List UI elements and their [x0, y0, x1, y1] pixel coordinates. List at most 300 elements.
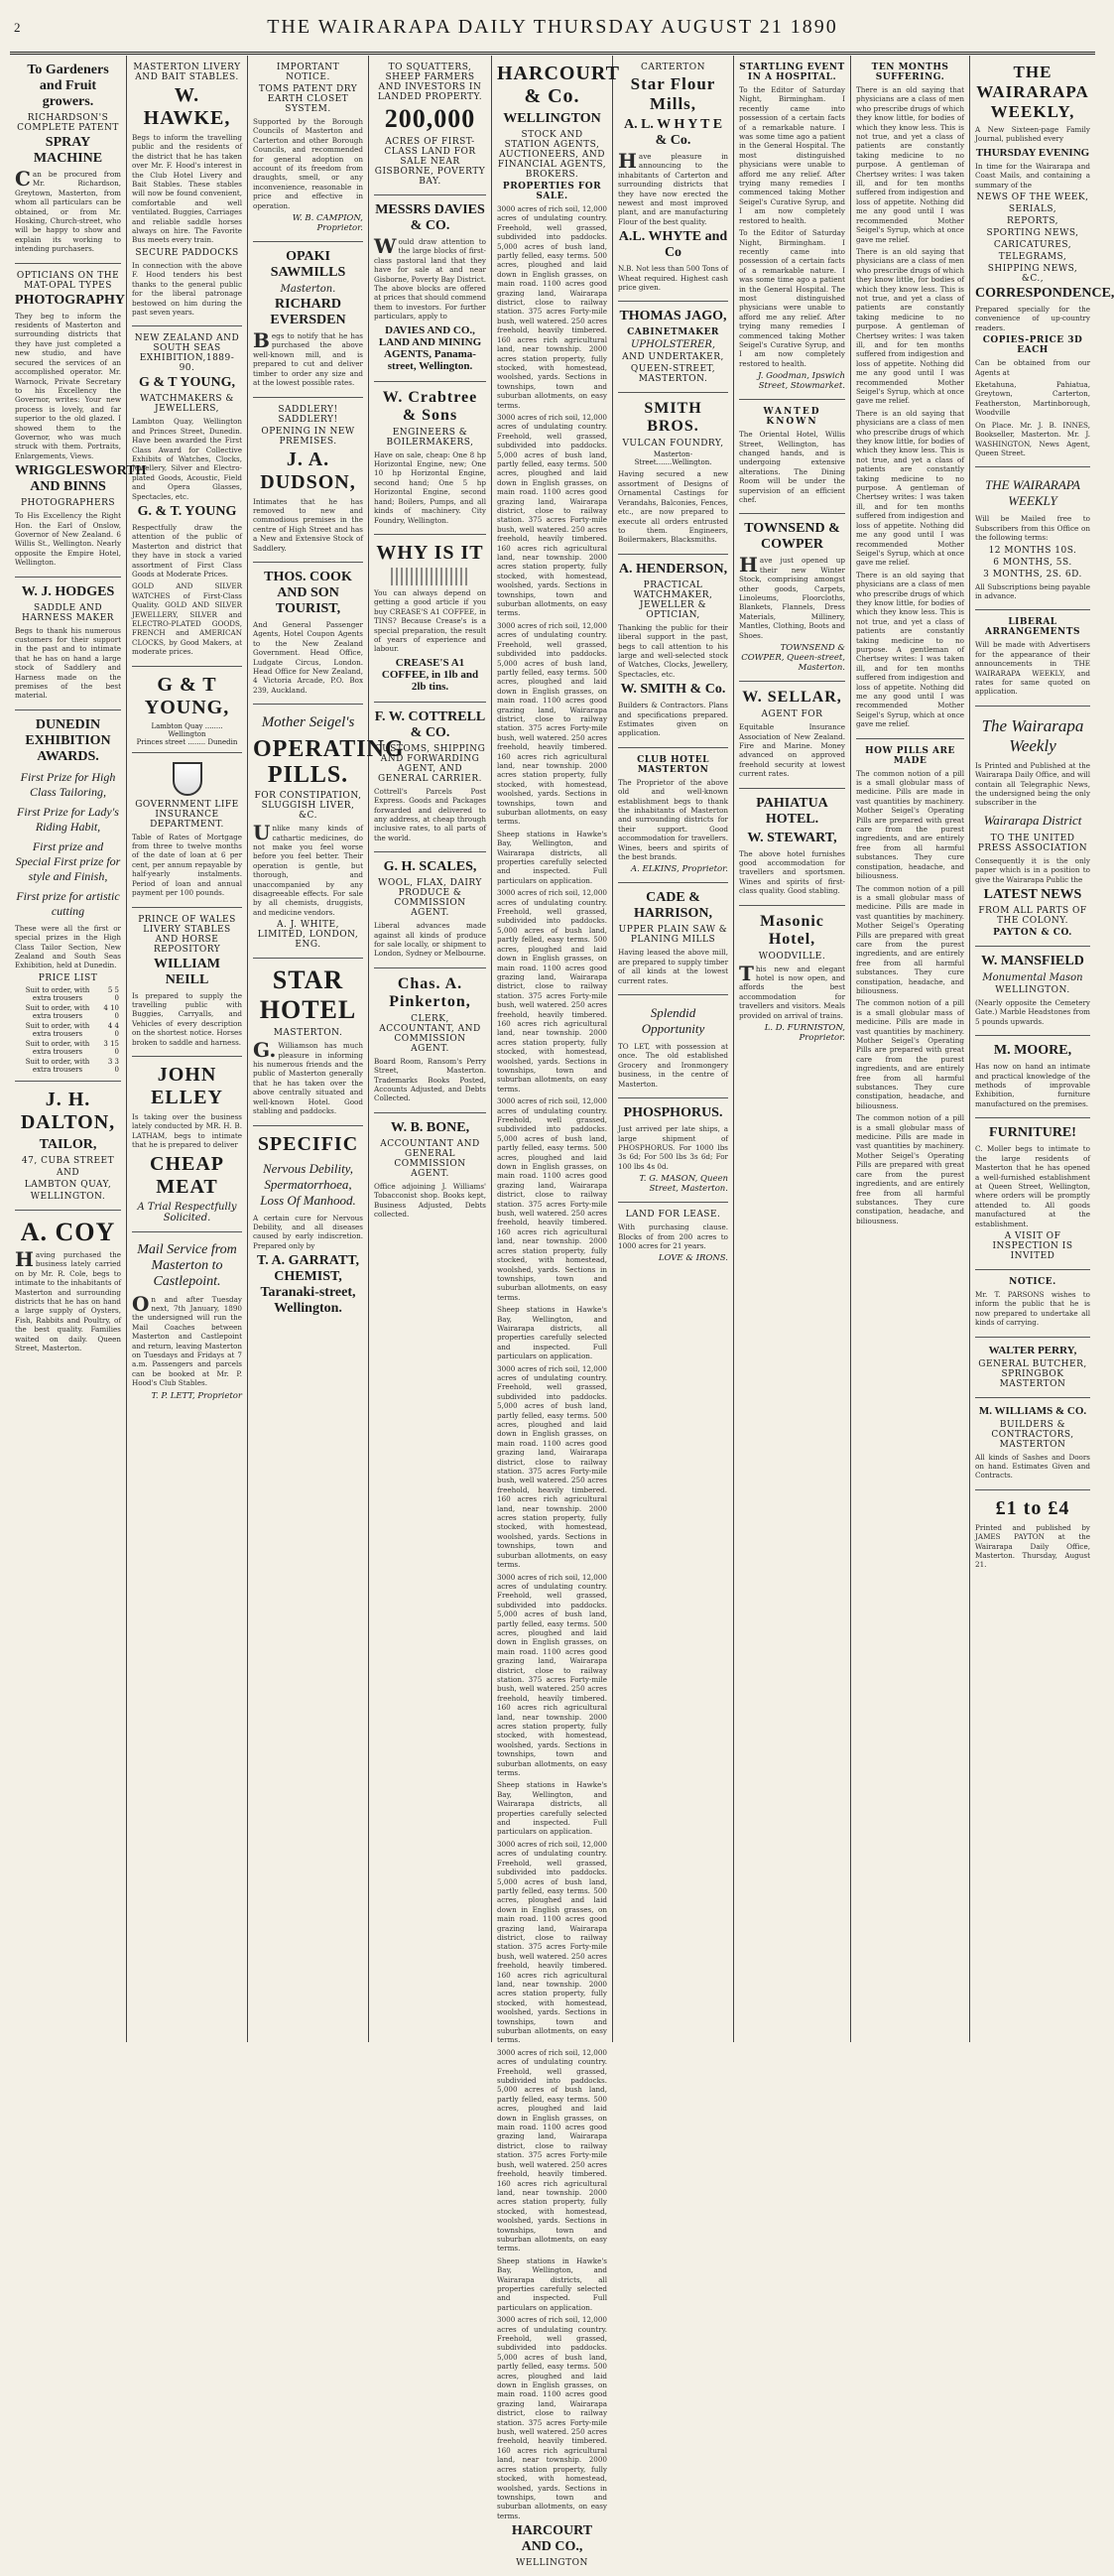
address-line: AND: [56, 1167, 80, 1178]
ad-title: W. J. HODGES: [21, 583, 115, 599]
ad-head: SPRAY MACHINE: [33, 135, 103, 166]
ad-list: GOLD AND SILVER WATCHES of First-Class Quality. GOLD AND SILVER JEWELLERY, SILVER and ELECTRO-PLATED GOODS, FRENCH and AMERICAN CLOCKS, by Good Makers, at moderate prices.: [132, 581, 242, 657]
notice-ad: [975, 1270, 1090, 1338]
article-body-2: To the Editor of Saturday Night, Birmingham. I recently came into possession of a certain facts of a remarkable nature. I was some time ago a patient in the General Hospital. The most distinguished physicians were unable to afford me any relief. After trying many remedies I commenced taking Mother Seigel's Curative Syrup, and I am now completely restored to health.: [739, 228, 845, 368]
ad-note: In connection with the above F. Hood tenders his best thanks to the general public for the liberal patronage bestowed on him during the past seven years.: [132, 260, 242, 317]
ad-body-5: 3000 acres of rich soil, 12,000 acres of undulating country. Freehold, well grassed, subdivided into paddocks. 5,000 acres of bush land, partly felled, easy terms. 500 acres, ploughed and laid down in English grasses, on main road. 1100 acres good grazing land, Wairarapa district, close to railway station. 375 acres Forty-mile bush, well watered. 250 acres freehold, heavily timbered. 160 acres rich agricultural land, near township. 2000 acres station property, fully stocked, with homestead, woolshed, yards. Sections in townships, town and suburban allotments, on easy terms.: [497, 888, 607, 1094]
ad-sub: PHOTOGRAPHERS: [20, 498, 116, 509]
ad-title-2: W. SMITH & Co.: [620, 682, 726, 698]
ad-body-4: Can be obtained from our Agents at: [975, 358, 1090, 377]
sellar-ad: [739, 682, 845, 788]
ad-title: SADDLERY! SADDLERY!: [278, 404, 338, 425]
ad-sub: SADDLE AND HARNESS MAKER: [22, 602, 114, 623]
ad-head: THURSDAY EVENING: [975, 146, 1090, 159]
ad-sub: ACCOUNTANT AND GENERAL COMMISSION AGENT.: [380, 1138, 480, 1179]
young-exhibition-ad: [132, 326, 242, 666]
ad-title: TOWNSEND & COWPER: [744, 521, 840, 553]
ad-body-14: 3000 acres of rich soil, 12,000 acres of undulating country. Freehold, well grassed, subdivided into paddocks. 5,000 acres of bush land, partly felled, easy terms. 500 acres, ploughed and laid down in English grasses, on main road. 1100 acres good grazing land, Wairarapa district, close to railway station. 375 acres Forty-mile bush, well watered. 250 acres freehold, heavily timbered. 160 acres rich agricultural land, near township. 2000 acres station property, fully stocked, with homestead, woolshed, yards. Sections in townships, town and suburban allotments, on easy terms.: [497, 2315, 607, 2520]
ad-body: G.Williamson has much pleasure in informing his numerous friends and the public of Masterton generally that he has taken over the above centrally situated and well-known Hotel. Good stabling and paddocks.: [253, 1038, 363, 1116]
address-line: WELLINGTON.: [30, 1191, 106, 1202]
ad-title: J. H. DALTON,: [20, 1088, 116, 1133]
wanted-known-ad: [739, 400, 845, 514]
ad-sub: GENERAL BUTCHER, SPRINGBOK MASTERTON: [978, 1358, 1087, 1389]
ad-head-2: A.L. WHYTE and Co: [618, 229, 728, 261]
ad-title: M. MOORE,: [993, 1043, 1072, 1059]
ad-title: DUNEDIN EXHIBITION AWARDS.: [25, 716, 111, 764]
opportunity-ad: [618, 995, 728, 1098]
ad-sub: WATCHMAKERS & JEWELLERS,: [140, 394, 234, 415]
ad-head: WILLIAM NEILL: [154, 956, 220, 987]
ad-sub: CABINETMAKER: [627, 327, 719, 338]
ad-sig: W. B. CAMPION, Proprietor.: [292, 213, 363, 234]
ad-head: CHEAP MEAT: [150, 1152, 224, 1198]
ad-body: You can always depend on getting a good article if you buy CREASE'S A1 COFFEE, in TINS? Because Crease's is a special preparation, the result of years of experience and labour.: [374, 587, 486, 654]
ad-sig: T. A. GARRATT, CHEMIST, Taranaki-street, Wellington.: [256, 1253, 360, 1317]
article-title: HOW PILLS ARE MADE: [865, 745, 955, 766]
ad-sub: WOODVILLE.: [758, 951, 826, 962]
crest-icon: [173, 762, 202, 796]
ad-sub: ENGINEERS & BOILERMAKERS,: [386, 427, 474, 448]
ad-note: All Subscriptions being payable in advance.: [975, 581, 1090, 600]
ad-sub: Masterton.: [280, 284, 336, 296]
ad-sub: UPPER PLAIN SAW & PLANING MILLS: [618, 925, 728, 946]
ad-head: G & T YOUNG,: [139, 375, 235, 391]
weekly-subscription-ad: [975, 467, 1090, 610]
ad-body: Begs to notify that he has purchased the above well-known mill, and is prepared to cut and deliver timber to order any size and at the lowest possible rates.: [253, 328, 363, 388]
ad-body: Would draw attention to the large blocks of first-class pastoral land that they have for sale at and near Gisborne, Poverty Bay District. The above blocks are offered at prices that should commend them to investors. For further particulars, apply to: [374, 234, 486, 322]
ad-body: Have on sale, cheap: One 8 hp Horizontal Engine, new; One 10 hp Horizontal Engine, second hand; One 5 hp Horizontal Engine, second hand; Boilers, Pumps, and all kinds of machinery. City Foundry, Wellington.: [374, 450, 486, 525]
ad-body: Cottrell's Parcels Post Express. Goods and Packages forwarded and delivered to any address, at cheap through inclusive rates, to all parts of the world.: [374, 786, 486, 842]
ad-body: Just arrived per late ships, a large shipment of PHOSPHORUS. For 1000 lbs 3s 6d; For 500 lbs 3s 6d; For 100 lbs 4s 0d.: [618, 1124, 728, 1171]
column-6: [613, 56, 734, 2042]
ad-title: WHY IS IT: [376, 541, 484, 564]
hodges-ad: [15, 578, 121, 710]
ad-title: LAND FOR LEASE.: [625, 1210, 721, 1221]
ad-body: All kinds of Sashes and Doors on hand. Estimates Given and Contracts.: [975, 1452, 1090, 1481]
smith-foundry-ad: [618, 393, 728, 554]
liberal-arrangements-ad: [975, 610, 1090, 706]
ad-body: Is taking over the business lately conducted by MR. H. B. LATHAM, begs to intimate that he is prepared to deliver: [132, 1111, 242, 1150]
ad-title: Mail Service from Masterton to Castlepoint.: [137, 1241, 237, 1289]
ad-body: C. Moller begs to intimate to the large residents of Masterton that he has opened a well-furnished establishment at Queen Street, Wellington, where orders will be promptly attended to. All goods manufactured at the establishment.: [975, 1144, 1090, 1228]
ad-title: W. SELLAR,: [742, 689, 842, 707]
ad-sub-2: STOCK AND STATION AGENTS, AUCTIONEERS, AND FINANCIAL AGENTS, BROKERS.: [497, 130, 607, 180]
column-5: [492, 56, 620, 2569]
ad-body: Begs to inform the travelling public and the residents of the district that he has taken over Mr. F. Hood's interest in the Club Hotel Livery and Bait Stables. These stables will now be found convenient, comfortable and well ventilated. Buggies, Carriages and reliable saddle horses always on hire. The Favorite Bus meets every train.: [132, 133, 242, 245]
ad-body: Is prepared to supply the travelling public with Buggies, Carryalls, and Vehicles of every description on the shortest notice. Horses broken to saddle and harness.: [132, 990, 242, 1047]
ad-body: Board Room, Ransom's Perry Street, Masterton. Trademarks Books Posted, Accounts Adjusted, and Debts Collected.: [374, 1056, 486, 1103]
imprint-ad: [975, 1490, 1090, 1579]
ad-body: Table of Rates of Mortgage from three to twelve months of the date of loan at 6 per cent, per annum repayable by half-yearly instalments. Period of loan and annual payment per 100 pounds.: [132, 832, 242, 898]
ad-sig: A. J. WHITE, LIMITED, LONDON, ENG.: [257, 920, 359, 951]
ad-lead: RICHARDSON'S COMPLETE PATENT: [17, 113, 119, 133]
ad-title: PAHIATUA HOTEL.: [756, 795, 828, 827]
williams-builders-ad: [975, 1398, 1090, 1490]
ad-title: Splendid Opportunity: [641, 1005, 705, 1037]
list-item: NEWS OF THE WEEK,: [976, 193, 1089, 203]
article-body: There is an old saying that physicians are a class of men who prescribe drugs of which they know little, for bodies of which they know less. This is not true, and yet a class of patients are constantly taking medicine to no purpose. A gentleman of Chertsey writes: I was taken ill, and for ten months suffered from indigestion and loss of appetite. Nothing did me any good until I was recommended Mother Seigel's Syrup, which at once gave me relief.: [856, 85, 964, 244]
ad-body: Will be Mailed free to Subscribers from this Office on the following terms:: [975, 514, 1090, 543]
star-hotel-ad: [253, 959, 363, 1125]
ad-sub: WELLINGTON: [503, 111, 601, 126]
list-item: SHIPPING NEWS, &C.,: [987, 264, 1078, 285]
award-line: First Prize for High Class Tailoring,: [20, 769, 116, 799]
ad-body-11: 3000 acres of rich soil, 12,000 acres of undulating country. Freehold, well grassed, subdivided into paddocks. 5,000 acres of bush land, partly felled, easy terms. 500 acres, ploughed and laid down in English grasses, on main road. 1100 acres good grazing land, Wairarapa district, close to railway station. 375 acres Forty-mile bush, well watered. 250 acres freehold, heavily timbered. 160 acres rich agricultural land, near township. 2000 acres station property, fully stocked, with homestead, woolshed, yards. Sections in townships, town and suburban allotments, on easy terms.: [497, 1839, 607, 2045]
ad-title: G & T YOUNG,: [144, 673, 230, 718]
ad-sub-3: AND UNDERTAKER,: [622, 352, 724, 363]
ad-body: Is Printed and Published at the Wairarapa Daily Office, and will contain all Telegraphic News, the undersigned being the only subscriber in the: [975, 760, 1090, 808]
ad-title: STAR HOTEL: [259, 966, 357, 1025]
ad-sub: PRACTICAL WATCHMAKER, JEWELLER & OPTICIAN,: [633, 580, 713, 620]
ad-body: (Nearly opposite the Cemetery Gate.) Marble Headstones from 5 pounds upwards.: [975, 998, 1090, 1026]
ad-body: With purchasing clause. Blocks of from 200 acres to 1000 acres for 21 years.: [618, 1223, 728, 1250]
ad-body: Having leased the above mill, are prepared to supply timber of all kinds at the lowest current rates.: [618, 948, 728, 985]
ad-head: W. HAWKE,: [143, 84, 231, 129]
ad-sub: TOMS PATENT DRY EARTH CLOSET SYSTEM.: [258, 84, 358, 114]
ad-sub: SECURE PADDOCKS: [135, 247, 239, 258]
ad-lead: Mother Seigel's: [261, 714, 355, 731]
ad-body: Unlike many kinds of cathartic medicines, do not make you feel worse before you feel better. Their operation is gentle, but thorough, and unaccompanied by any disagreeable effects. For sale by all chemists, druggists, and medicine vendors.: [253, 821, 363, 917]
column-4: [369, 56, 492, 2042]
article-title: STARTLING EVENT IN A HOSPITAL.: [739, 63, 845, 82]
ad-body: Can be procured from Mr. Richardson, Greytown, Masterton, from whom all particulars can be obtained, or from Mr. Hosking, Church-street, who will be happy to show and explain its working to intending purchasers.: [15, 167, 121, 254]
pahiatua-hotel-ad: [739, 789, 845, 906]
ad-body: Lambton Quay, Wellington and Princes Street, Dunedin. Have been awarded the First Class Award for Collective Exhibits of Watches, Clocks, Jewellery, Silver and Electro-plated Goods, Acoustic, Field and Opera Glasses, Spectacles, etc.: [132, 417, 242, 501]
land-for-sale-ad: [374, 56, 486, 195]
ad-head: Wairarapa District: [983, 812, 1082, 828]
ad-body: The Oriental Hotel, Willis Street, Wellington, has changed hands, and is undergoing extensive alterations. The Dining Room will be under the supervision of an efficient chef.: [739, 430, 845, 505]
ad-title: A. HENDERSON,: [618, 561, 728, 577]
ad-body-10: Sheep stations in Hawke's Bay, Wellington, and Wairarapa districts, all properties carefully selected and inspected. Full particulars on application.: [497, 1780, 607, 1837]
ad-body: This new and elegant hotel is now open, and affords the best accommodation for travellers and visitors. Meals provided on arrival of trains.: [739, 961, 845, 1020]
address-line: 47, CUBA STREET: [21, 1155, 115, 1166]
ad-body: Have pleasure in announcing to the inhabitants of Carterton and surrounding districts that they have now erected the newest and most improved plant, and are manufacturing Flour of the best quality.: [618, 149, 728, 226]
ad-title: CADE & HARRISON,: [634, 890, 712, 922]
ad-body: Intimates that he has removed to new and commodious premises in the centre of High Street and has a New and Extensive Stock of Saddlery.: [253, 496, 363, 553]
ad-body-3: 3000 acres of rich soil, 12,000 acres of undulating country. Freehold, well grassed, subdivided into paddocks. 5,000 acres of bush land, partly felled, easy terms. 500 acres, ploughed and laid down in English grasses, on main road. 1100 acres good grazing land, Wairarapa district, close to railway station. 375 acres Forty-mile bush, well watered. 250 acres freehold, heavily timbered. 160 acres rich agricultural land, near township. 2000 acres station property, fully stocked, with homestead, woolshed, yards. Sections in townships, town and suburban allotments, on easy terms.: [497, 620, 607, 827]
ad-title: MASTERTON LIVERY AND BAIT STABLES.: [133, 63, 241, 82]
ad-body: Begs to thank his numerous customers for their support in the past and to intimate that he has on hand a large stock of Saddlery and Harness made on the premises of the best material.: [15, 625, 121, 701]
ad-body-2: N.B. Not less than 500 Tons of Wheat required. Highest cash price given.: [618, 264, 728, 293]
ad-sub: MASTERTON.: [273, 1028, 343, 1039]
ad-sub: BUILDERS & CONTRACTORS, MASTERTON: [991, 1419, 1074, 1450]
ad-agents: Eketahuna, Pahiatua, Greytown, Carterton, Featherston, Martinborough, Woodville: [975, 380, 1090, 418]
ad-sub: FOR CONSTIPATION, SLUGGISH LIVER, &C.: [254, 791, 362, 822]
ad-body-2: Builders & Contractors. Plans and specifications prepared. Estimates given on application.: [618, 701, 728, 738]
page-columns: [10, 56, 1114, 2569]
star-flour-mills-ad: [618, 56, 728, 302]
seigels-pills-ad: [253, 705, 405, 959]
club-hotel-ad: [618, 748, 728, 884]
ad-title: FURNITURE!: [989, 1125, 1076, 1141]
price-list-title: PRICE LIST: [38, 972, 98, 983]
hawke-stables-ad: [132, 56, 242, 326]
ad-sig: A. ELKINS, Proprietor.: [631, 864, 728, 875]
ad-head: Star Flour Mills,: [630, 74, 716, 113]
column-8: [851, 56, 970, 2042]
ad-body-3: Prepared specially for the convenience of up-country readers.: [975, 305, 1090, 332]
ad-body: 3000 acres of rich soil, 12,000 acres of undulating country. Freehold, well grassed, subdivided into paddocks. 5,000 acres of bush land, partly felled, easy terms. 500 acres, ploughed and laid down in English grasses, on main road. 1100 acres good grazing land, Wairarapa district, close to railway station. 375 acres Forty-mile bush, well watered. 250 acres freehold, heavily timbered. 160 acres rich agricultural land, near township. 2000 acres station property, fully stocked, with homestead, woolshed, yards. Sections in townships, town and suburban allotments, on easy terms.: [497, 204, 607, 410]
hospital-event-article: [739, 56, 845, 400]
masonic-hotel-ad: [739, 906, 845, 1051]
ad-sub: A VISIT OF INSPECTION IS INVITED: [992, 1230, 1073, 1261]
bone-ad: [374, 1113, 486, 1228]
rate-line: 3 MONTHS, 2S. 6D.: [983, 569, 1082, 580]
mansfield-ad: [975, 947, 1090, 1036]
moore-ad: [975, 1036, 1090, 1118]
earth-closet-ad: [253, 56, 363, 242]
ad-title: W. B. BONE,: [390, 1119, 470, 1135]
ad-body: The above hotel furnishes good accommodation for travellers and sportsmen. Wines and spirits of first-class quality. Good stabling.: [739, 848, 845, 896]
ad-sub: TO THE UNITED PRESS ASSOCIATION: [977, 833, 1088, 853]
column-3: [248, 56, 405, 2042]
ad-body-2: 3000 acres of rich soil, 12,000 acres of undulating country. Freehold, well grassed, subdivided into paddocks. 5,000 acres of bush land, partly felled, easy terms. 500 acres, ploughed and laid down in English grasses, on main road. 1100 acres good grazing land, Wairarapa district, close to railway station. 375 acres Forty-mile bush, well watered. 250 acres freehold, heavily timbered. 160 acres rich agricultural land, near township. 2000 acres station property, fully stocked, with homestead, woolshed, yards. Sections in townships, town and suburban allotments, on easy terms.: [497, 412, 607, 618]
article-body-4: The common notion of a pill is a small globular mass of medicine. Pills are made in vast quantities by machinery. Mother Seigel's Operating Pills are prepared with great care from the purest ingredients, and are entirely free from all harmful substances. They cure constipation, headache, and biliousness.: [856, 1113, 964, 1225]
ad-body-7: Sheep stations in Hawke's Bay, Wellington, and Wairarapa districts, all properties carefully selected and inspected. Full particulars on application.: [497, 1305, 607, 1361]
ad-body: Equitable Insurance Association of New Zealand. Fire and Marine. Money advanced on approved freehold security at lowest current rates.: [739, 722, 845, 779]
article-body-2: The common notion of a pill is a small globular mass of medicine. Pills are made in vast quantities by machinery. Mother Seigel's Operating Pills are prepared with great care from the purest ingredients, and are entirely free from all harmful substances. They cure constipation, headache, and biliousness.: [856, 883, 964, 995]
ad-sub: WOOL, FLAX, DAIRY PRODUCE & COMMISSION AGENT.: [378, 878, 482, 919]
ad-title: F. W. COTTRELL & CO.: [374, 708, 486, 740]
price-row: Suit to order, with extra trousers 3 15 0: [25, 1039, 119, 1056]
ad-title: NOTICE.: [1009, 1276, 1056, 1287]
ad-title: OPTICIANS ON THE MAT-OPAL TYPES: [16, 270, 120, 291]
ad-sub: TAILOR,: [39, 1136, 97, 1152]
ad-sub-2: UPHOLSTERER,: [630, 339, 716, 351]
ad-sub: Monumental Mason: [982, 972, 1083, 984]
ad-body: Supported by the Borough Councils of Masterton and Carterton and other Borough Councils, and recommended for general adoption on account of its freedom from draughts, smell, or any inconvenience, reasonable in price and effective in operation.: [253, 117, 363, 210]
ad-body: TO LET, with possession at once. The old established Grocery and Ironmongery business, in the centre of Masterton.: [618, 1042, 728, 1089]
list-item: CARICATURES,: [993, 240, 1072, 251]
ad-body: The Proprietor of the above old and well-known establishment begs to thank the inhabitants of Masterton and surrounding districts for their support. Good accommodation for travellers. Wines, beers and spirits of the best brands.: [618, 777, 728, 862]
jago-cabinetmaker-ad: [618, 302, 728, 393]
ad-head: J. A. DUDSON,: [260, 448, 356, 493]
cade-harrison-ad: [618, 883, 728, 995]
mail-service-ad: [132, 1232, 242, 1409]
masthead: [10, 6, 1095, 55]
ad-sub: A. L. W H Y T E & Co.: [623, 117, 723, 148]
ad-body: A certain cure for Nervous Debility, and all diseases caused by early indiscretion. Prepared only by: [253, 1213, 363, 1250]
ad-body: ACRES OF FIRST-CLASS LAND FOR SALE NEAR GISBORNE, POVERTY BAY.: [374, 137, 486, 187]
ad-title: CARTERTON: [641, 63, 705, 72]
ad-title: JOHN ELLEY: [151, 1063, 223, 1108]
ad-body: On and after Tuesday next, 7th January, 1890 the undersigned will run the Mail Coaches between Masterton and Castlepoint and return, leaving Masterton on Tuesdays and Fridays at 7 a.m. Passengers and parcels can be booked at Mr. P. Hood's Club Stables.: [132, 1291, 242, 1388]
ad-title: THOS. COOK AND SON TOURIST,: [264, 569, 352, 616]
ad-sig: CREASE'S A1 COFFEE, in 1lb and 2lb tins.: [381, 656, 479, 693]
ad-footer-title: HARCOURT AND CO.,: [511, 2523, 593, 2555]
address-line: LAMBTON QUAY,: [24, 1179, 112, 1190]
ad-title: WANTED KNOWN: [763, 407, 821, 428]
list-item: SERIALS,: [1008, 204, 1057, 215]
land-lease-ad: [618, 1203, 728, 1271]
elley-meat-ad: [132, 1057, 242, 1232]
ad-head: W. STEWART,: [747, 830, 837, 845]
ad-body-8: 3000 acres of rich soil, 12,000 acres of undulating country. Freehold, well grassed, subdivided into paddocks. 5,000 acres of bush land, partly felled, easy terms. 500 acres, ploughed and laid down in English grasses, on main road. 1100 acres good grazing land, Wairarapa district, close to railway station. 375 acres Forty-mile bush, well watered. 250 acres freehold, heavily timbered. 160 acres rich agricultural land, near township. 2000 acres station property, fully stocked, with homestead, woolshed, yards. Sections in townships, town and suburban allotments, on easy terms.: [497, 1363, 607, 1570]
ad-body: They beg to inform the residents of Masterton and surrounding districts that they have just completed a new studio, and have secured the services of an accomplished operator. Mr. Warnock, Private Secretary to his Excellency the Governor, writes: Your new process is lovely, and far superior to the old glazed. I showed them to the Governor, who was much struck with them. Portraits, Enlargements, Views.: [15, 311, 121, 460]
ad-head: PHOTOGRAPHY: [15, 292, 125, 308]
ad-sub: Nervous Debility, Spermatorrhoea, Loss Of Manhood.: [260, 1160, 356, 1208]
ad-title: CLUB HOTEL MASTERTON: [637, 754, 709, 775]
address-line: Lambton Quay ........ Wellington: [151, 721, 223, 738]
exhibition-awards-ad: [15, 710, 121, 1082]
ad-sub: CUSTOMS, SHIPPING AND FORWARDING AGENT, AND GENERAL CARRIER.: [374, 743, 486, 784]
rate-line: 6 MONTHS, 5S.: [993, 557, 1072, 568]
ad-sub-2: LATEST NEWS: [983, 887, 1082, 903]
price-row: Suit to order, with extra trousers 5 5 0: [25, 985, 119, 1002]
ad-body: Having purchased the business lately carried on by Mr. R. Cole, begs to intimate to the inhabitants of Masterton and surrounding districts that he has on hand a large supply of Oysters, Fish, Rabbits and Poultry, of the best quality. Families waited on daily. Queen Street, Masterton.: [15, 1246, 121, 1352]
wairarapa-weekly-ad: [975, 56, 1114, 467]
ad-title: Chas. A. Pinkerton,: [389, 974, 471, 1010]
award-line: First Prize for Lady's Riding Habit,: [17, 804, 119, 834]
award-line: First prize and Special First prize for style and Finish,: [15, 838, 121, 883]
ad-title-2: WRIGGLESWORTH AND BINNS: [15, 463, 147, 495]
ad-sub-2: WELLINGTON.: [995, 985, 1070, 996]
photography-ad: [15, 264, 147, 578]
column-2: [127, 56, 248, 2042]
how-pills-made-article: [856, 739, 964, 1235]
cook-tourist-ad: [253, 563, 363, 705]
ad-body: A New Sixteen-page Family Journal, published every: [975, 125, 1090, 144]
henderson-ad: [618, 555, 728, 748]
ad-body-6: 3000 acres of rich soil, 12,000 acres of undulating country. Freehold, well grassed, subdivided into paddocks. 5,000 acres of bush land, partly felled, easy terms. 500 acres, ploughed and laid down in English grasses, on main road. 1100 acres good grazing land, Wairarapa district, close to railway station. 375 acres Forty-mile bush, well watered. 250 acres freehold, heavily timbered. 160 acres rich agricultural land, near township. 2000 acres station property, fully stocked, with homestead, woolshed, yards. Sections in townships, town and suburban allotments, on easy terms.: [497, 1096, 607, 1302]
ad-price: COPIES-PRICE 3D EACH: [982, 335, 1083, 356]
ad-title: W. Crabtree & Sons: [382, 388, 478, 424]
ad-title: W. MANSFIELD: [981, 954, 1084, 969]
ad-title: G. H. SCALES,: [383, 859, 477, 875]
ad-body: Office adjoining J. Williams' Tobacconist shop. Books kept, Business Adjusted, Debts collected.: [374, 1181, 486, 1220]
ad-sub-2: Masterton-Street.......Wellington.: [634, 451, 712, 467]
ad-title: LIBERAL ARRANGEMENTS: [985, 617, 1080, 638]
pinkerton-ad: [374, 968, 486, 1113]
ad-head: 200,000: [384, 104, 476, 133]
ad-sig: G. & T. YOUNG: [137, 503, 237, 519]
column-7: [734, 56, 851, 2042]
saddlery-ad: [253, 398, 363, 563]
ad-body-3: FROM ALL PARTS OF THE COLONY.: [978, 906, 1087, 927]
ad-sub: AGENT FOR: [761, 709, 823, 720]
ad-title: MESSRS DAVIES & CO.: [375, 202, 485, 233]
ad-body-2: To His Excellency the Right Hon. the Earl of Onslow, Governor of New Zealand. 6 Willis St., Wellington. Nearly opposite the Empire Hotel, Wellington.: [15, 511, 121, 568]
crease-coffee-ad: [374, 535, 486, 703]
ad-body-2: Respectfully draw the attention of the public of Masterton and district that they have in stock a varied assortment of First Class Goods at Moderate Prices.: [132, 522, 242, 579]
ad-head: OPERATING PILLS.: [253, 736, 405, 789]
ad-title: HARCOURT & Co.: [497, 63, 620, 107]
ad-body-13: Sheep stations in Hawke's Bay, Wellington, and Wairarapa districts, all properties carefully selected and inspected. Full particulars on application.: [497, 2255, 607, 2312]
ad-body: These were all the first or special prizes in the High Class Tailor Section, New Zealand and South Seas Exhibition, held at Dunedin.: [15, 923, 121, 970]
phosphorus-ad: [618, 1098, 728, 1203]
price-row: Suit to order, with extra trousers 4 4 0: [25, 1021, 119, 1038]
ad-body-4: Sheep stations in Hawke's Bay, Wellington, and Wairarapa districts, all properties carefully selected and inspected. Full particulars on application.: [497, 829, 607, 885]
ad-title: WALTER PERRY,: [988, 1344, 1077, 1356]
ad-title: £1 to £4: [995, 1496, 1070, 1519]
dalton-tailor-ad: [15, 1082, 121, 1211]
ad-body-2: Consequently it is the only paper which is in a position to give the Wairarapa Public the: [975, 855, 1090, 884]
perry-butcher-ad: [975, 1338, 1090, 1398]
article-body: To the Editor of Saturday Night, Birmingham. I recently came into possession of a certain facts of a remarkable nature. I was some time ago a patient in the General Hospital. The most distinguished physicians were unable to afford me any relief. After trying many remedies I commenced taking Mother Seigel's Curative Syrup, and I am now completely restored to health.: [739, 85, 845, 225]
prince-of-wales-stables-ad: [132, 908, 242, 1057]
ad-head: RICHARD EVERSDEN: [270, 297, 346, 328]
ten-months-article: [856, 56, 964, 739]
article-body: The common notion of a pill is a small globular mass of medicine. Pills are made in vast quantities by machinery. Mother Seigel's Operating Pills are prepared with great care from the purest ingredients, and are entirely free from all harmful substances. They cure constipation, headache, and biliousness.: [856, 768, 964, 881]
ad-title: GOVERNMENT LIFE INSURANCE DEPARTMENT.: [135, 799, 239, 830]
ad-body: Thanking the public for their liberal support in the past, begs to call attention to his large and well-selected stock of Watches, Clocks, Jewellery, Spectacles, etc.: [618, 622, 728, 679]
price-list: [15, 985, 121, 1075]
ad-title: THE WAIRARAPA WEEKLY,: [976, 63, 1089, 121]
ad-title: PRINCE OF WALES LIVERY STABLES AND HORSE REPOSITORY: [138, 914, 236, 955]
article-body-2: There is an old saying that physicians are a class of men who prescribe drugs of which they know little, for bodies of which they know less. This is not true, and yet a class of patients are constantly taking medicine to no purpose. A gentleman of Chertsey writes: I was taken ill, and for ten months suffered from indigestion and loss of appetite. Nothing did me any good until I was recommended Mother Seigel's Syrup, which at once gave me relief.: [856, 246, 964, 406]
ad-title: TO SQUATTERS, SHEEP FARMERS AND INVESTORS IN LANDED PROPERTY.: [377, 63, 483, 102]
price-row: Suit to order, with extra trousers 3 3 0: [25, 1057, 119, 1074]
ad-title: To Gardeners and Fruit growers.: [27, 63, 109, 109]
cottrell-ad: [374, 703, 486, 852]
ad-footer-sub: WELLINGTON: [516, 2558, 588, 2569]
harcourt-ad: [497, 56, 620, 2576]
spray-machine-ad: [15, 56, 121, 264]
ad-title: NEW ZEALAND AND SOUTH SEAS EXHIBITION,1889-90.: [134, 333, 240, 374]
coffee-can-icon: [391, 568, 469, 585]
ad-body-9: 3000 acres of rich soil, 12,000 acres of undulating country. Freehold, well grassed, subdivided into paddocks. 5,000 acres of bush land, partly felled, easy terms. 500 acres, ploughed and laid down in English grasses, on main road. 1100 acres good grazing land, Wairarapa district, close to railway station. 375 acres Forty-mile bush, well watered. 250 acres freehold, heavily timbered. 160 acres rich agricultural land, near township. 2000 acres station property, fully stocked, with homestead, woolshed, yards. Sections in townships, town and suburban allotments, on easy terms.: [497, 1572, 607, 1778]
ad-sig: T. P. LETT, Proprietor: [151, 1390, 242, 1401]
scales-ad: [374, 852, 486, 968]
ad-title: The Wairarapa Weekly: [981, 715, 1084, 755]
ad-note: A Trial Respectfully Solicited.: [137, 1201, 237, 1224]
ad-body: Mr. T. PARSONS wishes to inform the public that he is now prepared to undertake all kinds of carrying.: [975, 1289, 1090, 1328]
ad-title: OPAKI SAWMILLS: [270, 249, 346, 281]
ad-title: Masonic Hotel,: [760, 912, 824, 948]
weekly-news-ad: [975, 707, 1090, 947]
ad-sub: CORRESPONDENCE,: [975, 286, 1114, 302]
article-body-4: There is an old saying that physicians are a class of men who prescribe drugs of which they know little, for bodies of which they know less. This is not true, and yet a class of patients are constantly taking medicine to no purpose. A gentleman of Chertsey writes: I was taken ill, and for ten months suffered from indigestion and loss of appetite. Nothing did me any good until I was recommended Mother Seigel's Syrup, which at once gave me relief.: [856, 570, 964, 729]
ad-sub-4: QUEEN-STREET, MASTERTON.: [630, 364, 716, 385]
ad-body: And General Passenger Agents, Hotel Coupon Agents to the New Zealand Government. Head Office, Ludgate Circus, London. Head Office for New Zealand, 4 Victoria Arcade, P.O. Box 239, Auckland.: [253, 619, 363, 695]
list-item: TELEGRAMS,: [998, 252, 1067, 263]
ad-body: Has now on hand an intimate and practical knowledge of the methods of improvable Exhibition, furniture manufactured on the premises.: [975, 1062, 1090, 1108]
ad-body: Will be made with Advertisers for the appearance of their announcements in THE WAIRARAPA WEEKLY, and rates for same quoted on application.: [975, 640, 1090, 697]
ad-title: SMITH BROS.: [644, 400, 702, 436]
ad-title: IMPORTANT NOTICE.: [276, 63, 340, 82]
ad-sig: DAVIES AND CO., LAND AND MINING AGENTS, Panama-street, Wellington.: [378, 323, 482, 372]
address-line: Princes street ........ Dunedin: [136, 737, 238, 746]
ad-sig: TOWNSEND & COWPER, Queen-street, Masterton.: [741, 643, 845, 674]
ad-title: THE WAIRARAPA WEEKLY: [985, 477, 1080, 509]
townsend-cowper-ad: [739, 514, 845, 682]
ad-sig: T. G. MASON, Queen Street, Masterton.: [639, 1174, 728, 1195]
rate-line: 12 MONTHS 10S.: [988, 545, 1077, 556]
article-body-3: The common notion of a pill is a small globular mass of medicine. Pills are made in vast quantities by machinery. Mother Seigel's Operating Pills are prepared with great care from the purest ingredients, and are entirely free from all harmful substances. They cure constipation, headache, and biliousness.: [856, 998, 964, 1110]
list-item: REPORTS,: [1006, 216, 1059, 227]
award-line: First prize for artistic cutting: [16, 888, 120, 918]
ad-sub: VULCAN FOUNDRY,: [622, 439, 724, 450]
ad-title: PHOSPHORUS.: [623, 1105, 723, 1121]
specific-remedy-ad: [253, 1126, 363, 1327]
ad-sig: LOVE & IRONS.: [658, 1253, 728, 1264]
newspaper-title: THE WAIRARAPA DAILY THURSDAY AUGUST 21 1890: [267, 16, 838, 38]
ad-body: Having secured a new assortment of Designs of Ornamental Castings for Verandahs, Balconies, Fences, etc., are now prepared to execute all orders entrusted to them. Engineers, Boilermakers, Blacksmiths.: [618, 469, 728, 545]
ad-head: PROPERTIES FOR SALE.: [502, 182, 602, 201]
ad-title: THOMAS JAGO,: [619, 309, 727, 324]
article-body-3: There is an old saying that physicians are a class of men who prescribe drugs of which they know little, for bodies of which they know less. This is not true, and yet a class of patients are constantly taking medicine to no purpose. A gentleman of Chertsey writes: I was taken ill, and for ten months suffered from indigestion and loss of appetite. Nothing did me any good until I was recommended Mother Seigel's Syrup, which at once gave me relief.: [856, 408, 964, 568]
imprint-body: Printed and published by JAMES PAYTON at the Wairarapa Daily Office, Masterton. Thursday, August 21.: [975, 1522, 1090, 1570]
furniture-ad: [975, 1118, 1090, 1270]
sawmills-ad: [253, 242, 363, 397]
article-title: TEN MONTHS SUFFERING.: [871, 63, 949, 82]
crabtree-ad: [374, 382, 486, 535]
ad-body-12: 3000 acres of rich soil, 12,000 acres of undulating country. Freehold, well grassed, subdivided into paddocks. 5,000 acres of bush land, partly felled, easy terms. 500 acres, ploughed and laid down in English grasses, on main road. 1100 acres good grazing land, Wairarapa district, close to railway station. 375 acres Forty-mile bush, well watered. 250 acres freehold, heavily timbered. 160 acres rich agricultural land, near township. 2000 acres station property, fully stocked, with homestead, woolshed, yards. Sections in townships, town and suburban allotments, on easy terms.: [497, 2047, 607, 2254]
ad-title: A. COY: [20, 1217, 116, 1246]
ad-title: M. WILLIAMS & CO.: [978, 1404, 1087, 1417]
article-sig: J. Goodman, Ipswich Street, Stowmarket.: [757, 371, 845, 392]
young-address-ad: [132, 667, 242, 753]
